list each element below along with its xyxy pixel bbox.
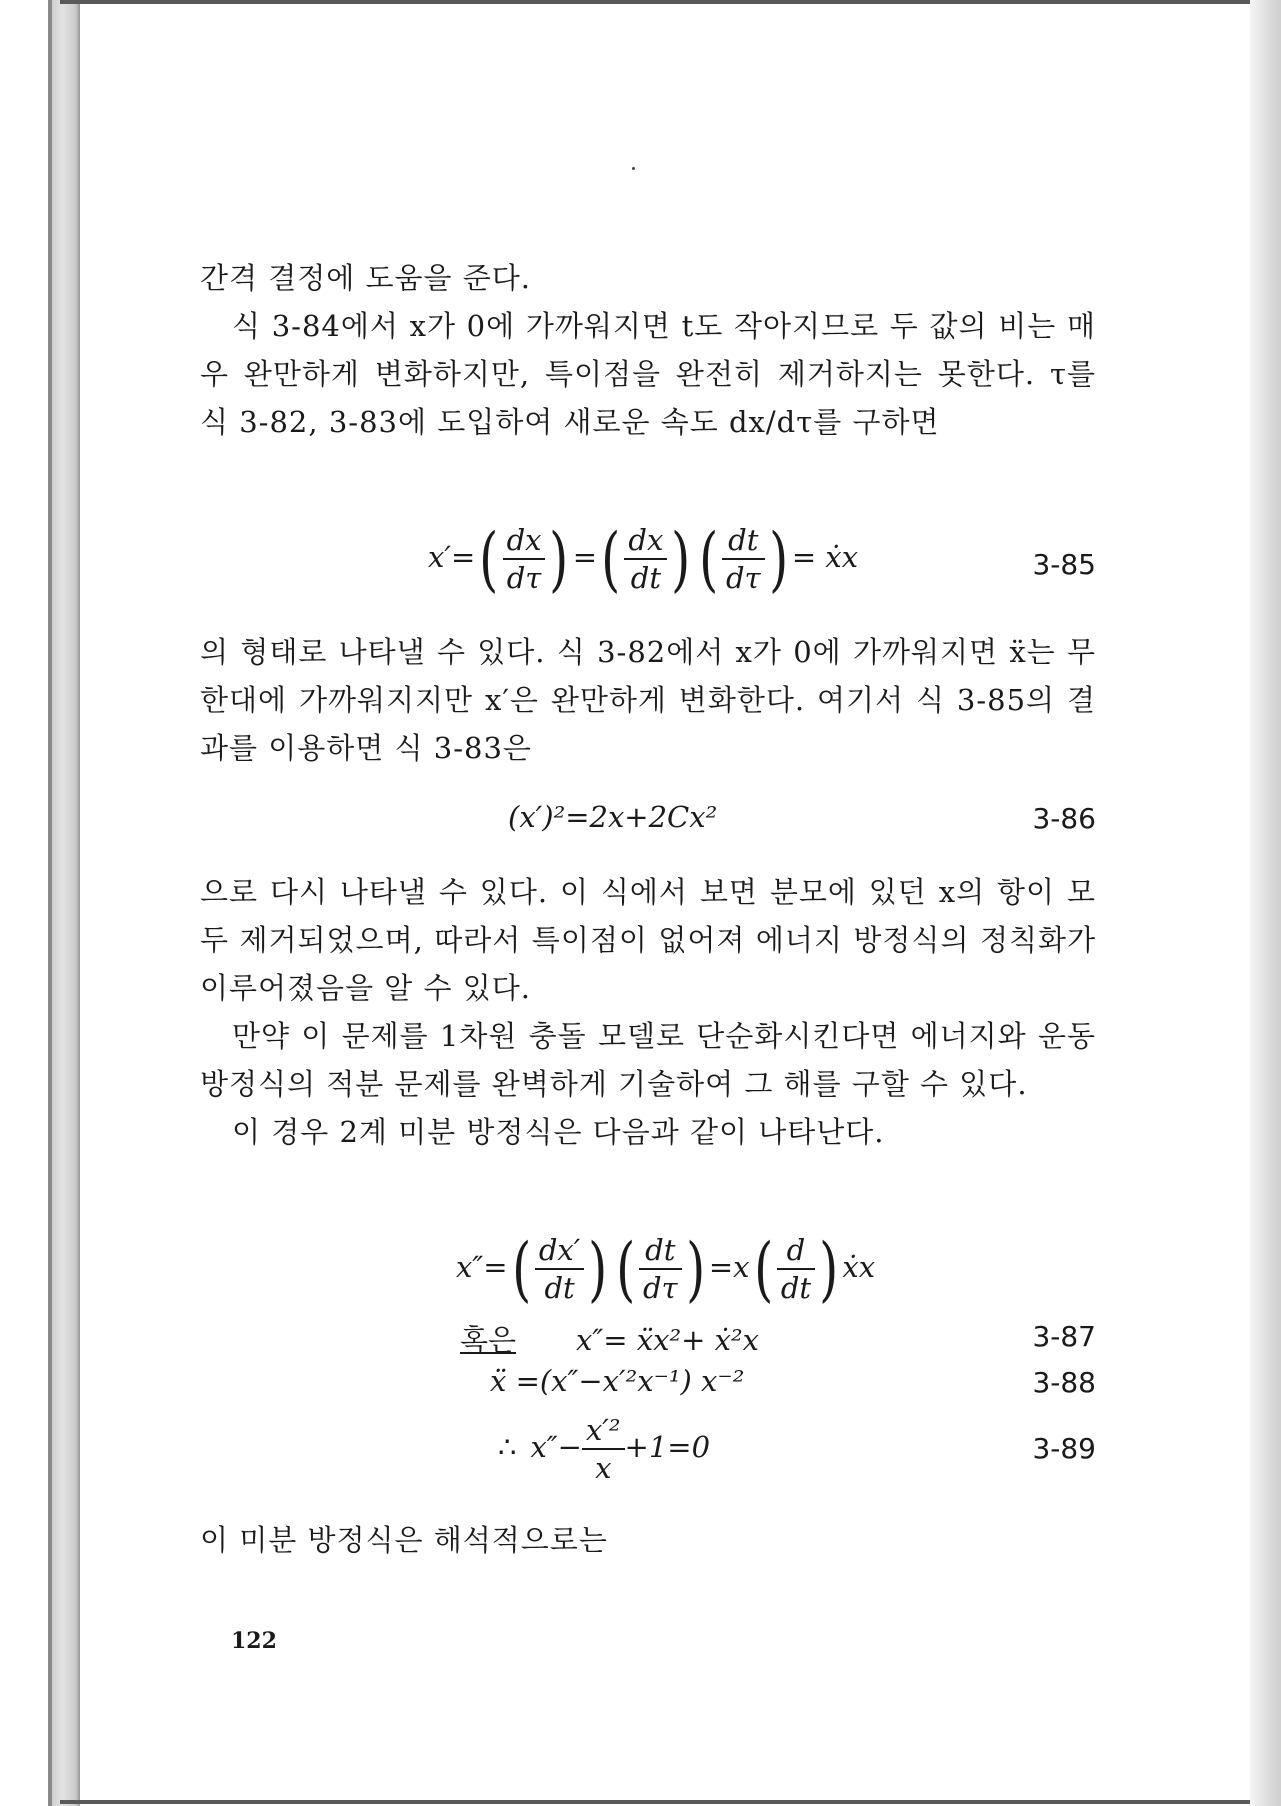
eq89-frac: $\frac{\text{x′²}}{x}$ <box>582 1412 625 1486</box>
eq87a-mid: =x <box>708 1250 750 1284</box>
eq85-frac-1: $\frac{dx}{d\tau}$ <box>503 522 546 596</box>
page-border-top <box>60 0 1260 4</box>
paren-close: ) <box>819 1228 839 1310</box>
equation-number-3-88: 3-88 <box>1032 1366 1096 1399</box>
eq85-equals: = <box>572 540 598 574</box>
paragraph-4: 으로 다시 나타낼 수 있다. 이 식에서 보면 분모에 있던 x의 항이 모두 제거되었으며, 따라서 특이점이 없어져 에너지 방정식의 정칙화가 이루어졌음을 알 수 있다. <box>200 875 1096 1005</box>
paragraph-7: 이 미분 방정식은 해석적으로는 <box>200 1523 608 1557</box>
paragraph-3: 의 형태로 나타낼 수 있다. 식 3-82에서 x가 0에 가까워지면 ẍ는 무한대에 가까워지지만 x′은 완만하게 변화한다. 여기서 식 3-85의 결과를 이용하면 식 3-83은 <box>200 635 1096 765</box>
paren-close: ) <box>685 1228 705 1310</box>
book-spine <box>48 0 84 1806</box>
eq87-prefix: 혹은 <box>460 1323 517 1357</box>
equation-number-3-85: 3-85 <box>1032 548 1096 581</box>
equation-3-89 <box>498 1412 710 1486</box>
paragraph-5: 만약 이 문제를 1차원 충돌 모델로 단순화시킨다면 에너지와 운동 방정식의 적분 문제를 완벽하게 기술하여 그 해를 구할 수 있다. <box>200 1019 1096 1101</box>
eq87a-rhs: ẋx <box>842 1250 876 1284</box>
eq85-lhs: x′= <box>428 540 476 574</box>
page-number: 122 <box>231 1628 277 1654</box>
paragraph-2: 식 3-84에서 x가 0에 가까워지면 t도 작아지므로 두 값의 비는 매우 완만하게 변화하지만, 특이점을 완전히 제거하지는 못한다. τ를 식 3-82, 3-83에 도입하여 새로운 속도 dx/dτ를 구하면 <box>200 309 1096 439</box>
eq87a-lhs: x″= <box>456 1250 508 1284</box>
paren-close: ) <box>549 518 569 600</box>
paren-open: ( <box>753 1228 773 1310</box>
paragraph-6: 이 경우 2계 미분 방정식은 다음과 같이 나타난다. <box>232 1115 885 1149</box>
text-block-1 <box>200 254 1096 446</box>
eq89-rhs: +1=0 <box>624 1430 711 1464</box>
paren-close: ) <box>588 1228 608 1310</box>
therefore-symbol: ∴ <box>498 1430 517 1464</box>
equation-3-85 <box>428 518 859 600</box>
eq87a-frac-1: $\frac{dx'}{dt}$ <box>535 1232 585 1306</box>
paren-close: ) <box>671 518 691 600</box>
text-block-4 <box>200 1516 1096 1564</box>
equation-number-3-86: 3-86 <box>1032 802 1096 835</box>
text-block-3 <box>200 868 1096 1156</box>
text-block-2 <box>200 628 1096 772</box>
paren-open: ( <box>698 518 718 600</box>
eq85-frac-3: $\frac{dt}{d\tau}$ <box>722 522 765 596</box>
equation-number-3-87: 3-87 <box>1032 1320 1096 1353</box>
book-spine-edge <box>48 0 52 1806</box>
paren-open: ( <box>615 1228 635 1310</box>
page-border-bottom <box>60 1800 1260 1804</box>
eq85-rhs: = ẋx <box>791 540 859 574</box>
eq87a-frac-2: $\frac{dt}{d\tau}$ <box>639 1232 682 1306</box>
paragraph-1: 간격 결정에 도움을 준다. <box>200 261 532 295</box>
eq87a-frac-3: $\frac{d}{dt}$ <box>777 1232 815 1306</box>
page-right-shadow <box>1250 0 1281 1806</box>
paren-open: ( <box>601 518 621 600</box>
equation-number-3-89: 3-89 <box>1032 1432 1096 1465</box>
eq85-frac-2: $\frac{dx}{dt}$ <box>624 522 667 596</box>
paren-open: ( <box>479 518 499 600</box>
paren-open: ( <box>511 1228 531 1310</box>
equation-3-87-line-1 <box>456 1228 876 1310</box>
equation-3-87 <box>460 1318 759 1359</box>
print-speck <box>632 167 635 170</box>
paren-close: ) <box>768 518 788 600</box>
eq87-expr: x″= ẍx²+ ẋ²x <box>576 1323 759 1357</box>
eq89-lhs: x″− <box>530 1430 582 1464</box>
equation-3-86: (x′)²=2x+2Cx² <box>508 800 718 834</box>
equation-3-88: ẍ =(x″−x′²x⁻¹) x⁻² <box>490 1364 745 1398</box>
